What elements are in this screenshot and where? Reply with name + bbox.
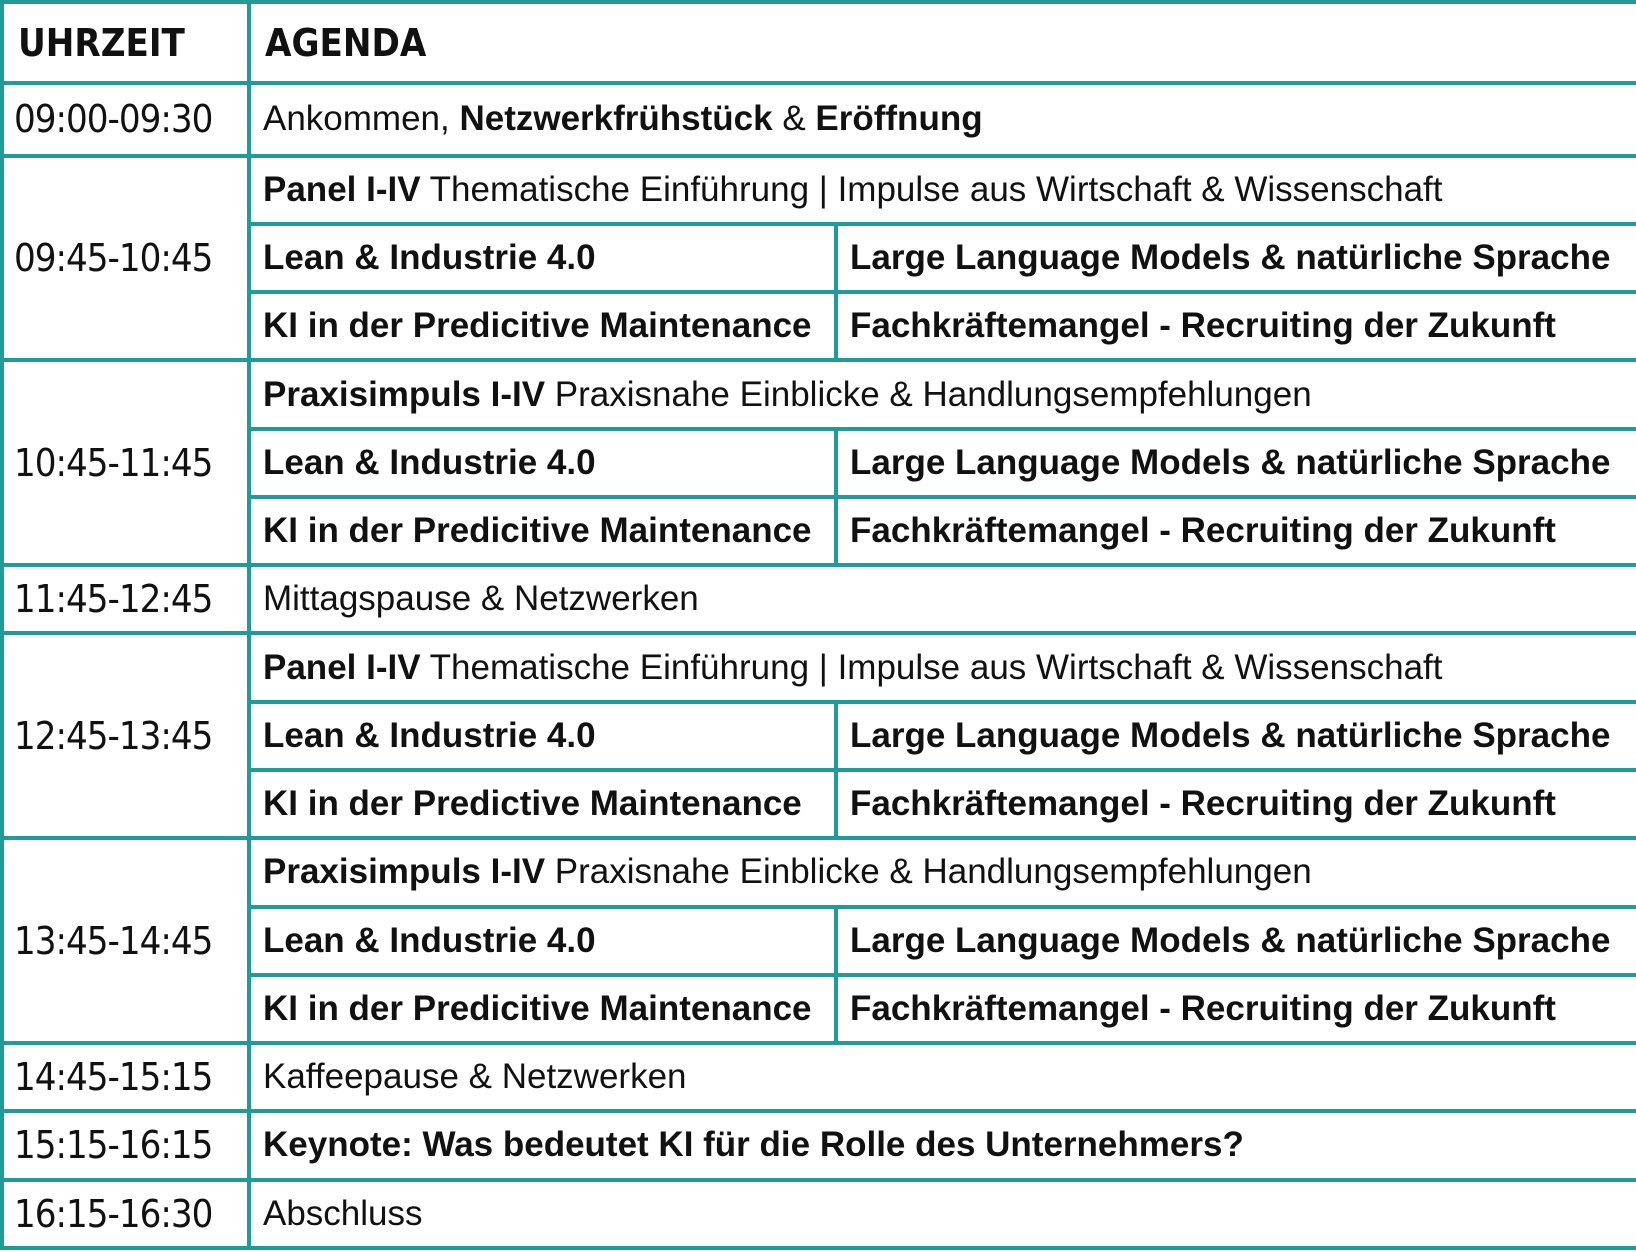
topic-cell: KI in der Predicitive Maintenance	[249, 975, 836, 1043]
session-text: &	[772, 99, 816, 139]
time-slot: 13:45-14:45	[2, 838, 249, 1043]
time-slot: 09:45-10:45	[2, 156, 249, 361]
topic-cell: KI in der Predicitive Maintenance	[249, 292, 836, 360]
topic-cell: Lean & Industrie 4.0	[249, 224, 836, 292]
session-title	[249, 633, 1636, 701]
topic-cell: KI in der Predictive Maintenance	[249, 770, 836, 838]
topic-cell: Large Language Models & natürliche Sprache	[836, 429, 1636, 497]
time-slot: 12:45-13:45	[2, 633, 249, 838]
session-title: Abschluss	[249, 1180, 1636, 1248]
table-header-row	[2, 2, 1636, 83]
time-slot: 09:00-09:30	[2, 83, 249, 156]
topic-cell: Large Language Models & natürliche Sprache	[836, 907, 1636, 975]
agenda-column-header: AGENDA	[249, 2, 1636, 83]
session-text: Ankommen,	[263, 99, 460, 139]
topic-cell: Fachkräftemangel - Recruiting der Zukunft	[836, 292, 1636, 360]
session-title: Kaffeepause & Netzwerken	[249, 1043, 1636, 1111]
time-slot: 16:15-16:30	[2, 1180, 249, 1248]
session-text-bold: Panel I-IV	[263, 647, 421, 687]
session-title	[249, 156, 1636, 224]
table-row	[2, 360, 1636, 428]
session-title	[249, 838, 1636, 906]
session-text: Thematische Einführung | Impulse aus Wirtschaft & Wissenschaft	[420, 169, 1443, 209]
time-slot: 14:45-15:15	[2, 1043, 249, 1111]
session-title	[249, 83, 1636, 156]
topic-cell: Large Language Models & natürliche Sprache	[836, 702, 1636, 770]
session-text-bold: Praxisimpuls I-IV	[263, 852, 546, 892]
session-text-bold: Praxisimpuls I-IV	[263, 374, 546, 414]
session-title: Keynote: Was bedeutet KI für die Rolle des Unternehmers?	[249, 1111, 1636, 1179]
topic-cell: Fachkräftemangel - Recruiting der Zukunft	[836, 497, 1636, 565]
time-column-header: UHRZEIT	[2, 2, 249, 83]
table-row	[2, 1111, 1636, 1179]
time-slot: 11:45-12:45	[2, 565, 249, 633]
session-title	[249, 360, 1636, 428]
topic-cell: Fachkräftemangel - Recruiting der Zukunft	[836, 975, 1636, 1043]
topic-cell: Large Language Models & natürliche Sprache	[836, 224, 1636, 292]
time-slot: 15:15-16:15	[2, 1111, 249, 1179]
time-slot: 10:45-11:45	[2, 360, 249, 565]
table-row	[2, 565, 1636, 633]
topic-cell: Lean & Industrie 4.0	[249, 907, 836, 975]
session-text: Thematische Einführung | Impulse aus Wirtschaft & Wissenschaft	[420, 647, 1443, 687]
session-text: Praxisnahe Einblicke & Handlungsempfehlungen	[545, 374, 1312, 414]
session-text: Praxisnahe Einblicke & Handlungsempfehlungen	[545, 852, 1312, 892]
session-text-bold: Panel I-IV	[263, 169, 421, 209]
table-row	[2, 156, 1636, 224]
topic-cell: Lean & Industrie 4.0	[249, 429, 836, 497]
topic-cell: Fachkräftemangel - Recruiting der Zukunft	[836, 770, 1636, 838]
table-row	[2, 1043, 1636, 1111]
table-row	[2, 633, 1636, 701]
table-row	[2, 838, 1636, 906]
table-row	[2, 1180, 1636, 1248]
session-text-bold: Eröffnung	[815, 99, 983, 139]
session-title: Mittagspause & Netzwerken	[249, 565, 1636, 633]
topic-cell: KI in der Predicitive Maintenance	[249, 497, 836, 565]
topic-cell: Lean & Industrie 4.0	[249, 702, 836, 770]
table-row	[2, 83, 1636, 156]
session-text-bold: Netzwerkfrühstück	[459, 99, 773, 139]
